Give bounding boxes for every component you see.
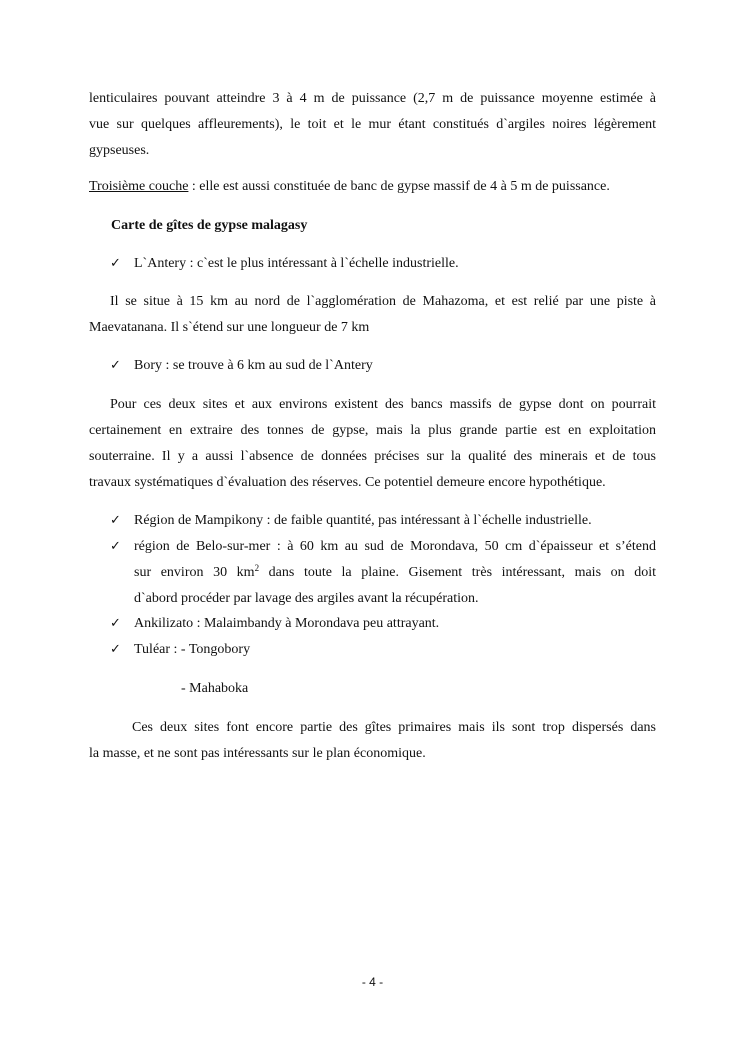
paragraph-antery-location (89, 289, 656, 341)
list-item-ankilizato: Ankilizato : Malaimbandy à Morondava peu attrayant. (134, 616, 440, 631)
text-fragment: dans toute la plaine. Gisement très intéressant, mais on doit (259, 565, 657, 580)
list-subitem-mahaboka: - Mahaboka (181, 681, 249, 696)
text-line: vue sur quelques affleurements), le toit et le mur étant constitués d`argiles noires légèrement (89, 117, 656, 132)
text-line (134, 560, 656, 586)
checkmark-icon: ✓ (110, 513, 121, 528)
checkmark-icon: ✓ (110, 358, 121, 373)
text-line: la masse, et ne sont pas intéressants sur le plan économique. (89, 746, 426, 761)
troisieme-couche-text: : elle est aussi constituée de banc de gypse massif de 4 à 5 m de puissance. (188, 179, 610, 194)
text-line: Pour ces deux sites et aux environs existent des bancs massifs de gypse dont on pourrait (110, 397, 656, 412)
page-number: - 4 - (361, 975, 384, 989)
checkmark-icon: ✓ (110, 539, 121, 554)
text-line: Maevatanana. Il s`étend sur une longueur de 7 km (89, 320, 370, 335)
checkmark-icon: ✓ (110, 616, 121, 631)
section-heading: Carte de gîtes de gypse malagasy (111, 218, 308, 233)
checkmark-icon: ✓ (110, 642, 121, 657)
text-line: Il se situe à 15 km au nord de l`agglomération de Mahazoma, et est relié par une piste à (110, 294, 656, 309)
superscript: 2 (254, 563, 260, 573)
list-item-tulear: Tuléar : - Tongobory (134, 642, 251, 657)
paragraph-troisieme-couche (89, 174, 656, 200)
paragraph-deux-sites (89, 392, 656, 496)
checkmark-icon: ✓ (110, 256, 121, 271)
list-item-bory: Bory : se trouve à 6 km au sud de l`Antery (134, 358, 373, 373)
text-line: gypseuses. (89, 143, 150, 158)
list-item-antery: L`Antery : c`est le plus intéressant à l`échelle industrielle. (134, 256, 459, 271)
list-item-belo-sur-mer (134, 534, 656, 612)
text-line: souterraine. Il y a aussi l`absence de données précises sur la qualité des minerais et de tous (89, 449, 656, 464)
troisieme-couche-label: Troisième couche (89, 179, 189, 194)
text-line: lenticulaires pouvant atteindre 3 à 4 m de puissance (2,7 m de puissance moyenne estimée à (89, 91, 656, 106)
text-line: certainement en extraire des tonnes de gypse, mais la plus grande partie est en exploitation (89, 423, 656, 438)
text-fragment: sur environ 30 km (134, 565, 255, 580)
text-line: Ces deux sites font encore partie des gîtes primaires mais ils sont trop dispersés dans (132, 720, 656, 735)
text-line: région de Belo-sur-mer : à 60 km au sud de Morondava, 50 cm d`épaisseur et s’étend (134, 539, 656, 554)
list-item-mampikony: Région de Mampikony : de faible quantité, pas intéressant à l`échelle industrielle. (134, 513, 592, 528)
text-line: travaux systématiques d`évaluation des réserves. Ce potentiel demeure encore hypothétique. (89, 475, 606, 490)
paragraph-conclusion (89, 715, 656, 767)
text-line: d`abord procéder par lavage des argiles avant la récupération. (134, 591, 479, 606)
paragraph-lenticulaires (89, 86, 656, 164)
